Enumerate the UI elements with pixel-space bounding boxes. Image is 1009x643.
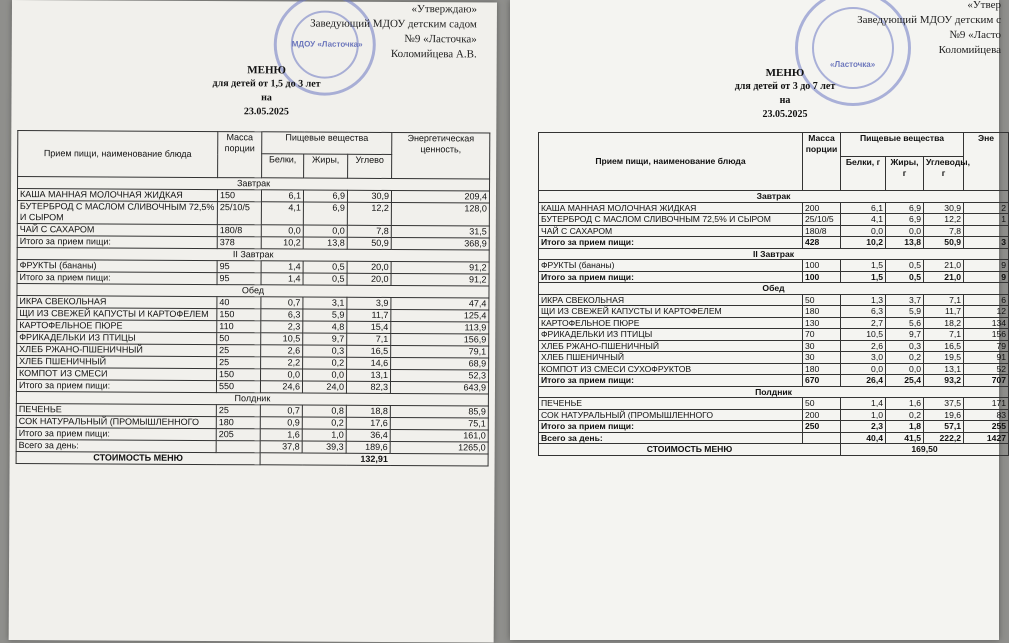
approval-line: Заведующий МДОУ детским садом <box>310 17 477 31</box>
approval-block <box>310 2 477 63</box>
menu-cost-row <box>539 444 1009 456</box>
dish-protein: 37,8 <box>260 441 302 453</box>
meal-total-row <box>539 271 1009 283</box>
dish-energy: 52,3 <box>391 369 489 382</box>
dish-mass: 550 <box>216 381 260 393</box>
dish-mass: 378 <box>217 237 261 249</box>
dish-name: КАША МАННАЯ МОЛОЧНАЯ ЖИДКАЯ <box>539 202 803 214</box>
dish-carbs: 57,1 <box>924 421 964 433</box>
meal-section-title: Полдник <box>16 392 488 406</box>
dish-carbs: 19,5 <box>924 352 964 364</box>
menu-heading <box>660 66 910 122</box>
dish-name: Итого за прием пищи: <box>17 236 217 249</box>
dish-carbs: 50,9 <box>347 237 391 249</box>
dish-protein: 0,7 <box>261 297 303 309</box>
dish-protein: 0,9 <box>260 417 302 429</box>
dish-fat: 0,2 <box>886 352 924 364</box>
dish-name: СОК НАТУРАЛЬНЫЙ (ПРОМЫШЛЕННОГО <box>539 409 803 421</box>
dish-carbs: 18,8 <box>346 405 390 417</box>
dish-carbs: 189,6 <box>346 441 390 453</box>
approval-line: №9 «Ласто <box>949 29 1001 41</box>
dish-energy: 156,9 <box>391 333 489 346</box>
dish-protein: 1,5 <box>841 271 886 283</box>
dish-protein: 0,0 <box>841 363 886 375</box>
meal-section-title: Завтрак <box>539 191 1009 203</box>
dish-carbs: 50,9 <box>924 237 964 249</box>
menu-table-body <box>539 191 1009 456</box>
dish-name: ФРУКТЫ (бананы) <box>539 260 803 272</box>
dish-energy <box>964 225 1009 237</box>
approval-line: №9 «Ласточка» <box>404 33 477 46</box>
dish-fat: 0,5 <box>886 271 924 283</box>
dish-carbs: 16,5 <box>924 340 964 352</box>
dish-energy: 91,2 <box>391 261 489 274</box>
dish-fat: 9,7 <box>303 333 347 345</box>
cost-value: 132,91 <box>260 453 488 466</box>
dish-fat: 0,5 <box>303 261 347 273</box>
header-carbs: Углево <box>348 154 392 178</box>
dish-carbs: 21,0 <box>924 260 964 272</box>
dish-mass: 25 <box>217 345 261 357</box>
dish-mass: 180 <box>803 306 841 318</box>
dish-name: БУТЕРБРОД С МАСЛОМ СЛИВОЧНЫМ 72,5% И СЫРОМ <box>539 214 803 226</box>
dish-mass: 50 <box>803 294 841 306</box>
dish-carbs: 12,2 <box>924 214 964 226</box>
dish-name: БУТЕРБРОД С МАСЛОМ СЛИВОЧНЫМ 72,5% И СЫРОМ <box>17 201 217 225</box>
header-fat: Жиры, г <box>886 157 924 191</box>
menu-heading <box>141 63 391 120</box>
dish-fat: 0,0 <box>886 225 924 237</box>
dish-carbs: 7,1 <box>924 294 964 306</box>
dish-protein: 24,6 <box>260 381 302 393</box>
dish-mass <box>803 432 841 444</box>
cost-label: СТОИМОСТЬ МЕНЮ <box>16 452 260 465</box>
dish-protein: 1,4 <box>841 398 886 410</box>
dish-protein: 10,5 <box>841 329 886 341</box>
dish-name: ХЛЕБ РЖАНО-ПШЕНИЧНЫЙ <box>539 340 803 352</box>
dish-mass: 670 <box>803 375 841 387</box>
dish-fat: 0,0 <box>303 369 347 381</box>
dish-mass: 70 <box>803 329 841 341</box>
menu-title: МЕНЮ <box>765 67 805 79</box>
dish-energy: 161,0 <box>390 429 488 442</box>
dish-name: ЩИ ИЗ СВЕЖЕЙ КАПУСТЫ И КАРТОФЕЛЕМ <box>539 306 803 318</box>
dish-name: ФРУКТЫ (бананы) <box>17 260 217 273</box>
dish-name: КАРТОФЕЛЬНОЕ ПЮРЕ <box>17 320 217 333</box>
header-name: Прием пищи, наименование блюда <box>18 131 218 178</box>
dish-mass: 250 <box>803 421 841 433</box>
dish-mass: 200 <box>803 202 841 214</box>
dish-carbs: 36,4 <box>346 429 390 441</box>
dish-mass: 25/10/5 <box>217 202 261 225</box>
dish-row <box>539 398 1009 410</box>
approval-block <box>857 0 1001 58</box>
dish-fat: 1,0 <box>302 429 346 441</box>
meal-section-row <box>539 283 1009 295</box>
dish-protein: 4,1 <box>261 202 303 225</box>
dish-name: КОМПОТ ИЗ СМЕСИ <box>17 368 217 381</box>
dish-carbs: 7,8 <box>347 225 391 237</box>
dish-carbs: 11,7 <box>924 306 964 318</box>
dish-fat: 1,6 <box>886 398 924 410</box>
dish-row <box>539 214 1009 226</box>
dish-energy: 3 <box>964 237 1009 249</box>
header-nutrients: Пищевые вещества <box>841 133 964 157</box>
meal-section-title: II Завтрак <box>17 248 489 262</box>
dish-protein: 0,0 <box>261 225 303 237</box>
dish-mass: 130 <box>803 317 841 329</box>
dish-row <box>539 409 1009 421</box>
dish-carbs: 7,1 <box>347 333 391 345</box>
dish-energy: 79 <box>964 340 1009 352</box>
dish-mass: 95 <box>217 261 261 273</box>
dish-protein: 10,5 <box>261 333 303 345</box>
dish-row <box>539 202 1009 214</box>
dish-fat: 0,0 <box>886 363 924 375</box>
dish-mass: 428 <box>803 237 841 249</box>
dish-protein: 1,4 <box>261 273 303 285</box>
day-total-row <box>539 432 1009 444</box>
dish-mass: 25 <box>217 357 261 369</box>
dish-mass: 100 <box>803 260 841 272</box>
header-energy: Энергетическая ценность, <box>392 132 490 179</box>
dish-protein: 1,3 <box>841 294 886 306</box>
dish-mass: 30 <box>803 340 841 352</box>
dish-fat: 5,6 <box>886 317 924 329</box>
dish-energy: 707 <box>964 375 1009 387</box>
dish-row <box>539 260 1009 272</box>
header-protein: Белки, <box>262 154 304 178</box>
menu-title: МЕНЮ <box>247 64 286 77</box>
dish-mass: 200 <box>803 409 841 421</box>
dish-protein: 2,3 <box>261 321 303 333</box>
dish-mass: 110 <box>217 321 261 333</box>
dish-energy: 12 <box>964 306 1009 318</box>
dish-name: ПЕЧЕНЬЕ <box>16 404 216 417</box>
dish-fat: 6,9 <box>303 202 347 225</box>
dish-energy: 75,1 <box>390 417 488 430</box>
meal-section-title: II Завтрак <box>539 248 1009 260</box>
dish-carbs: 30,9 <box>924 202 964 214</box>
meal-section-title: Завтрак <box>18 177 490 191</box>
header-mass: Масса порции <box>803 133 841 191</box>
dish-fat: 3,1 <box>303 297 347 309</box>
dish-fat: 39,3 <box>302 441 346 453</box>
dish-mass: 25/10/5 <box>803 214 841 226</box>
stamp-text: МДОУ «Ласточка» <box>291 39 363 49</box>
dish-mass: 25 <box>216 405 260 417</box>
dish-mass: 95 <box>217 273 261 285</box>
menu-cost-row <box>16 452 488 466</box>
dish-carbs: 30,9 <box>347 190 391 202</box>
dish-name: ЧАЙ С САХАРОМ <box>17 224 217 237</box>
dish-protein: 2,6 <box>841 340 886 352</box>
dish-energy: 209,4 <box>391 190 489 203</box>
meal-total-row <box>539 375 1009 387</box>
cost-value: 169,50 <box>841 444 1009 456</box>
dish-carbs: 222,2 <box>924 432 964 444</box>
header-mass: Масса порции <box>218 132 262 178</box>
dish-name: ХЛЕБ ПШЕНИЧНЫЙ <box>539 352 803 364</box>
dish-name: Итого за прием пищи: <box>17 272 217 285</box>
dish-carbs: 7,8 <box>924 225 964 237</box>
dish-fat: 6,9 <box>886 202 924 214</box>
dish-carbs: 37,5 <box>924 398 964 410</box>
dish-carbs: 20,0 <box>347 273 391 285</box>
dish-row <box>539 294 1009 306</box>
dish-mass: 180 <box>216 417 260 429</box>
dish-protein: 10,2 <box>261 237 303 249</box>
dish-fat: 9,7 <box>886 329 924 341</box>
dish-mass: 100 <box>803 271 841 283</box>
dish-protein: 1,5 <box>841 260 886 272</box>
dish-name: Всего за день: <box>16 440 216 453</box>
dish-name: ФРИКАДЕЛЬКИ ИЗ ПТИЦЫ <box>17 332 217 345</box>
dish-row <box>539 363 1009 375</box>
meal-section-row <box>539 386 1009 398</box>
dish-fat: 13,8 <box>886 237 924 249</box>
menu-date: 23.05.2025 <box>243 106 289 118</box>
dish-protein: 4,1 <box>841 214 886 226</box>
dish-name: Итого за прием пищи: <box>539 271 803 283</box>
dish-name: Итого за прием пищи: <box>539 375 803 387</box>
dish-name: Итого за прием пищи: <box>16 380 216 393</box>
dish-carbs: 93,2 <box>924 375 964 387</box>
approval-line: «Утверждаю» <box>411 3 477 16</box>
dish-protein: 0,0 <box>841 225 886 237</box>
dish-name: Итого за прием пищи: <box>539 237 803 249</box>
dish-energy: 128,0 <box>391 202 489 226</box>
dish-energy: 134 <box>964 317 1009 329</box>
dish-energy: 156 <box>964 329 1009 341</box>
dish-energy: 9 <box>964 260 1009 272</box>
approval-line: Коломийцева А.В. <box>390 47 477 61</box>
dish-row <box>539 352 1009 364</box>
dish-protein: 1,4 <box>261 261 303 273</box>
dish-energy: 9 <box>964 271 1009 283</box>
dish-protein: 10,2 <box>841 237 886 249</box>
dish-name: СОК НАТУРАЛЬНЫЙ (ПРОМЫШЛЕННОГО <box>16 416 216 429</box>
header-name: Прием пищи, наименование блюда <box>539 133 803 191</box>
header-energy: Эне <box>964 133 1009 191</box>
dish-energy: 68,9 <box>391 357 489 370</box>
dish-mass: 40 <box>217 297 261 309</box>
dish-fat: 0,8 <box>302 405 346 417</box>
dish-protein: 26,4 <box>841 375 886 387</box>
dish-carbs: 18,2 <box>924 317 964 329</box>
dish-energy: 6 <box>964 294 1009 306</box>
header-nutrients: Пищевые вещества <box>262 132 392 155</box>
meal-section-title: Полдник <box>539 386 1009 398</box>
meal-section-row <box>539 191 1009 203</box>
menu-subtitle: для детей от 3 до 7 лет <box>734 81 836 92</box>
dish-fat: 3,7 <box>886 294 924 306</box>
dish-mass: 50 <box>217 333 261 345</box>
dish-fat: 6,9 <box>303 190 347 202</box>
dish-name: Всего за день: <box>539 432 803 444</box>
dish-energy: 643,9 <box>390 381 488 394</box>
dish-fat: 6,9 <box>886 214 924 226</box>
menu-table <box>538 132 1009 456</box>
dish-row <box>17 201 489 226</box>
dish-fat: 5,9 <box>886 306 924 318</box>
dish-mass: 150 <box>217 309 261 321</box>
dish-carbs: 14,6 <box>347 357 391 369</box>
dish-name: КАША МАННАЯ МОЛОЧНАЯ ЖИДКАЯ <box>17 189 217 202</box>
cost-label: СТОИМОСТЬ МЕНЮ <box>539 444 841 456</box>
dish-carbs: 17,6 <box>346 417 390 429</box>
dish-name: ЧАЙ С САХАРОМ <box>539 225 803 237</box>
dish-fat: 5,9 <box>303 309 347 321</box>
dish-energy: 91,2 <box>391 273 489 286</box>
dish-row <box>539 340 1009 352</box>
menu-na: на <box>261 92 272 104</box>
dish-energy: 52 <box>964 363 1009 375</box>
approval-line: Коломийцева <box>938 44 1001 56</box>
dish-mass: 180/8 <box>217 225 261 237</box>
dish-carbs: 12,2 <box>347 202 391 225</box>
dish-fat: 13,8 <box>303 237 347 249</box>
dish-fat: 0,3 <box>303 345 347 357</box>
dish-fat: 41,5 <box>886 432 924 444</box>
dish-protein: 6,3 <box>841 306 886 318</box>
dish-energy: 1427 <box>964 432 1009 444</box>
dish-energy: 255 <box>964 421 1009 433</box>
dish-carbs: 19,6 <box>924 409 964 421</box>
dish-energy: 1265,0 <box>390 441 488 454</box>
dish-mass: 150 <box>217 369 261 381</box>
dish-carbs: 16,5 <box>347 345 391 357</box>
dish-mass: 150 <box>217 190 261 202</box>
approval-line: «Утвер <box>967 0 1001 11</box>
dish-name: КАРТОФЕЛЬНОЕ ПЮРЕ <box>539 317 803 329</box>
dish-fat: 24,0 <box>302 381 346 393</box>
dish-energy: 171 <box>964 398 1009 410</box>
dish-fat: 4,8 <box>303 321 347 333</box>
dish-fat: 0,5 <box>303 273 347 285</box>
dish-protein: 0,0 <box>261 369 303 381</box>
dish-mass: 50 <box>803 398 841 410</box>
header-fat: Жиры, <box>304 154 348 178</box>
dish-energy: 31,5 <box>391 225 489 238</box>
dish-name: ИКРА СВЕКОЛЬНАЯ <box>17 296 217 309</box>
dish-energy: 83 <box>964 409 1009 421</box>
dish-fat: 0,5 <box>886 260 924 272</box>
menu-date: 23.05.2025 <box>762 109 808 120</box>
dish-name: ХЛЕБ РЖАНО-ПШЕНИЧНЫЙ <box>17 344 217 357</box>
dish-fat: 0,0 <box>303 225 347 237</box>
meal-section-row <box>539 248 1009 260</box>
dish-name: ФРИКАДЕЛЬКИ ИЗ ПТИЦЫ <box>539 329 803 341</box>
dish-name: ПЕЧЕНЬЕ <box>539 398 803 410</box>
meal-section-title: Обед <box>17 284 489 298</box>
dish-carbs: 3,9 <box>347 297 391 309</box>
dish-protein: 1,0 <box>841 409 886 421</box>
dish-carbs: 21,0 <box>924 271 964 283</box>
dish-energy: 1 <box>964 214 1009 226</box>
dish-carbs: 11,7 <box>347 309 391 321</box>
dish-energy: 91 <box>964 352 1009 364</box>
dish-mass: 205 <box>216 429 260 441</box>
dish-carbs: 20,0 <box>347 261 391 273</box>
dish-energy: 47,4 <box>391 297 489 310</box>
header-carbs: Углеводы, г <box>924 157 964 191</box>
dish-energy: 85,9 <box>390 405 488 418</box>
meal-total-row <box>539 237 1009 249</box>
dish-protein: 6,3 <box>261 309 303 321</box>
dish-protein: 0,7 <box>260 405 302 417</box>
meal-section-title: Обед <box>539 283 1009 295</box>
dish-name: ЩИ ИЗ СВЕЖЕЙ КАПУСТЫ И КАРТОФЕЛЕМ <box>17 308 217 321</box>
dish-carbs: 7,1 <box>924 329 964 341</box>
dish-fat: 0,2 <box>302 417 346 429</box>
dish-name: Итого за прием пищи: <box>16 428 216 441</box>
menu-table-body <box>16 177 490 466</box>
dish-protein: 2,6 <box>261 345 303 357</box>
dish-mass: 180/8 <box>803 225 841 237</box>
dish-protein: 2,7 <box>841 317 886 329</box>
dish-protein: 2,2 <box>261 357 303 369</box>
approval-line: Заведующий МДОУ детским с <box>857 14 1001 26</box>
dish-energy: 79,1 <box>391 345 489 358</box>
dish-carbs: 13,1 <box>924 363 964 375</box>
dish-mass <box>216 441 260 453</box>
dish-mass: 180 <box>803 363 841 375</box>
dish-row <box>539 225 1009 237</box>
menu-table <box>16 130 491 466</box>
dish-fat: 25,4 <box>886 375 924 387</box>
dish-fat: 0,2 <box>886 409 924 421</box>
dish-fat: 1,8 <box>886 421 924 433</box>
dish-protein: 1,6 <box>260 429 302 441</box>
dish-name: ХЛЕБ ПШЕНИЧНЫЙ <box>17 356 217 369</box>
stamp-text: «Ласточка» <box>830 60 876 69</box>
dish-protein: 3,0 <box>841 352 886 364</box>
dish-name: ИКРА СВЕКОЛЬНАЯ <box>539 294 803 306</box>
dish-protein: 2,3 <box>841 421 886 433</box>
dish-fat: 0,2 <box>303 357 347 369</box>
menu-sheet-preschool <box>510 0 1007 640</box>
dish-name: Итого за прием пищи: <box>539 421 803 433</box>
dish-energy: 125,4 <box>391 309 489 322</box>
menu-sheet-toddlers <box>9 0 497 643</box>
dish-carbs: 15,4 <box>347 321 391 333</box>
dish-protein: 40,4 <box>841 432 886 444</box>
dish-carbs: 82,3 <box>346 381 390 393</box>
dish-energy: 2 <box>964 202 1009 214</box>
menu-subtitle: для детей от 1,5 до 3 лет <box>212 78 321 90</box>
dish-energy: 368,9 <box>391 237 489 250</box>
dish-protein: 6,1 <box>841 202 886 214</box>
dish-fat: 0,3 <box>886 340 924 352</box>
dish-mass: 30 <box>803 352 841 364</box>
header-protein: Белки, г <box>841 157 886 191</box>
dish-energy: 113,9 <box>391 321 489 334</box>
dish-row <box>539 317 1009 329</box>
dish-name: КОМПОТ ИЗ СМЕСИ СУХОФРУКТОВ <box>539 363 803 375</box>
dish-row <box>539 306 1009 318</box>
dish-carbs: 13,1 <box>347 369 391 381</box>
dish-row <box>539 329 1009 341</box>
meal-total-row <box>539 421 1009 433</box>
dish-protein: 6,1 <box>261 190 303 202</box>
menu-na: на <box>779 95 791 106</box>
